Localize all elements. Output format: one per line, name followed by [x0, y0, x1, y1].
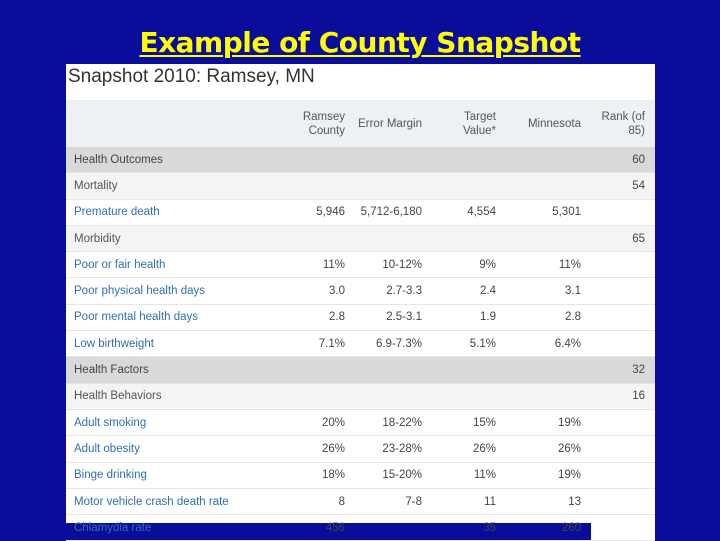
state-value: 5,301: [506, 199, 591, 225]
error-margin: 18-22%: [355, 409, 432, 435]
error-margin: [355, 515, 432, 541]
state-value: [506, 173, 591, 199]
state-value: 260: [506, 515, 591, 541]
section-row: [66, 147, 655, 173]
snapshot-table: [66, 100, 655, 541]
table-row: [66, 409, 655, 435]
rank-value: 54: [591, 173, 655, 199]
error-margin: [355, 147, 432, 173]
error-margin: [355, 357, 432, 383]
error-margin: 6.9-7.3%: [355, 331, 432, 357]
state-value: 11%: [506, 252, 591, 278]
county-value: [288, 357, 355, 383]
table-row: [66, 436, 655, 462]
county-value: 11%: [288, 252, 355, 278]
table-row: [66, 304, 655, 330]
measure-name[interactable]: Poor mental health days: [66, 304, 288, 330]
target-value: [432, 173, 506, 199]
table-row: [66, 331, 655, 357]
measure-name[interactable]: Poor physical health days: [66, 278, 288, 304]
county-value: 2.8: [288, 304, 355, 330]
state-value: [506, 383, 591, 409]
table-row: [66, 199, 655, 225]
rank-value: [591, 488, 655, 514]
county-value: 8: [288, 488, 355, 514]
county-value: [288, 147, 355, 173]
error-margin: [355, 173, 432, 199]
measure-name[interactable]: Binge drinking: [66, 462, 288, 488]
table-row: [66, 252, 655, 278]
measure-name: Mortality: [66, 173, 288, 199]
target-value: 11%: [432, 462, 506, 488]
rank-value: [591, 515, 655, 541]
measure-name: Health Outcomes: [66, 147, 288, 173]
county-value: [288, 173, 355, 199]
header-rank: Rank (of 85): [601, 110, 645, 137]
state-value: 2.8: [506, 304, 591, 330]
target-value: [432, 357, 506, 383]
error-margin: [355, 225, 432, 251]
state-value: 3.1: [506, 278, 591, 304]
measure-name[interactable]: Adult obesity: [66, 436, 288, 462]
rank-value: 60: [591, 147, 655, 173]
target-value: 1.9: [432, 304, 506, 330]
rank-value: [591, 462, 655, 488]
measure-name: Morbidity: [66, 225, 288, 251]
target-value: 9%: [432, 252, 506, 278]
measure-name[interactable]: Chlamydia rate: [66, 515, 288, 541]
measure-name[interactable]: Premature death: [66, 199, 288, 225]
state-value: 26%: [506, 436, 591, 462]
target-value: 35: [432, 515, 506, 541]
error-margin: [355, 383, 432, 409]
header-target-value: Target Value*: [462, 110, 496, 137]
state-value: 6.4%: [506, 331, 591, 357]
county-value: 5,946: [288, 199, 355, 225]
rank-value: [591, 436, 655, 462]
target-value: 26%: [432, 436, 506, 462]
target-value: 2.4: [432, 278, 506, 304]
state-value: [506, 357, 591, 383]
header-county: Ramsey County: [302, 110, 345, 137]
category-row: [66, 383, 655, 409]
target-value: 4,554: [432, 199, 506, 225]
measure-name[interactable]: Adult smoking: [66, 409, 288, 435]
rank-value: [591, 199, 655, 225]
target-value: 11: [432, 488, 506, 514]
error-margin: 7-8: [355, 488, 432, 514]
state-value: 19%: [506, 409, 591, 435]
table-row: [66, 515, 655, 541]
county-value: 7.1%: [288, 331, 355, 357]
snapshot-panel: [66, 64, 655, 534]
header-state: Minnesota: [527, 117, 581, 130]
state-value: [506, 225, 591, 251]
target-value: 5.1%: [432, 331, 506, 357]
error-margin: 15-20%: [355, 462, 432, 488]
rank-value: 65: [591, 225, 655, 251]
state-value: 19%: [506, 462, 591, 488]
rank-value: [591, 252, 655, 278]
table-row: [66, 278, 655, 304]
state-value: 13: [506, 488, 591, 514]
slide-title: Example of County Snapshot: [139, 26, 581, 59]
measure-name[interactable]: Motor vehicle crash death rate: [66, 488, 288, 514]
county-value: 18%: [288, 462, 355, 488]
target-value: 15%: [432, 409, 506, 435]
rank-value: [591, 409, 655, 435]
measure-name: Health Factors: [66, 357, 288, 383]
table-row: [66, 488, 655, 514]
target-value: [432, 147, 506, 173]
table-header-row: [66, 100, 655, 147]
target-value: [432, 383, 506, 409]
snapshot-title: Snapshot 2010: Ramsey, MN: [68, 66, 315, 87]
table-row: [66, 462, 655, 488]
rank-value: [591, 331, 655, 357]
category-row: [66, 173, 655, 199]
error-margin: 2.5-3.1: [355, 304, 432, 330]
county-value: 456: [288, 515, 355, 541]
measure-name[interactable]: Low birthweight: [66, 331, 288, 357]
county-value: [288, 383, 355, 409]
category-row: [66, 225, 655, 251]
county-value: 26%: [288, 436, 355, 462]
state-value: [506, 147, 591, 173]
rank-value: [591, 278, 655, 304]
error-margin: 2.7-3.3: [355, 278, 432, 304]
county-value: 3.0: [288, 278, 355, 304]
target-value: [432, 225, 506, 251]
header-error-margin: Error Margin: [358, 117, 422, 130]
section-row: [66, 357, 655, 383]
rank-value: 16: [591, 383, 655, 409]
county-value: 20%: [288, 409, 355, 435]
measure-name: Health Behaviors: [66, 383, 288, 409]
measure-name[interactable]: Poor or fair health: [66, 252, 288, 278]
county-value: [288, 225, 355, 251]
error-margin: 5,712-6,180: [355, 199, 432, 225]
error-margin: 23-28%: [355, 436, 432, 462]
rank-value: [591, 304, 655, 330]
rank-value: 32: [591, 357, 655, 383]
header-measure: [66, 100, 288, 147]
error-margin: 10-12%: [355, 252, 432, 278]
